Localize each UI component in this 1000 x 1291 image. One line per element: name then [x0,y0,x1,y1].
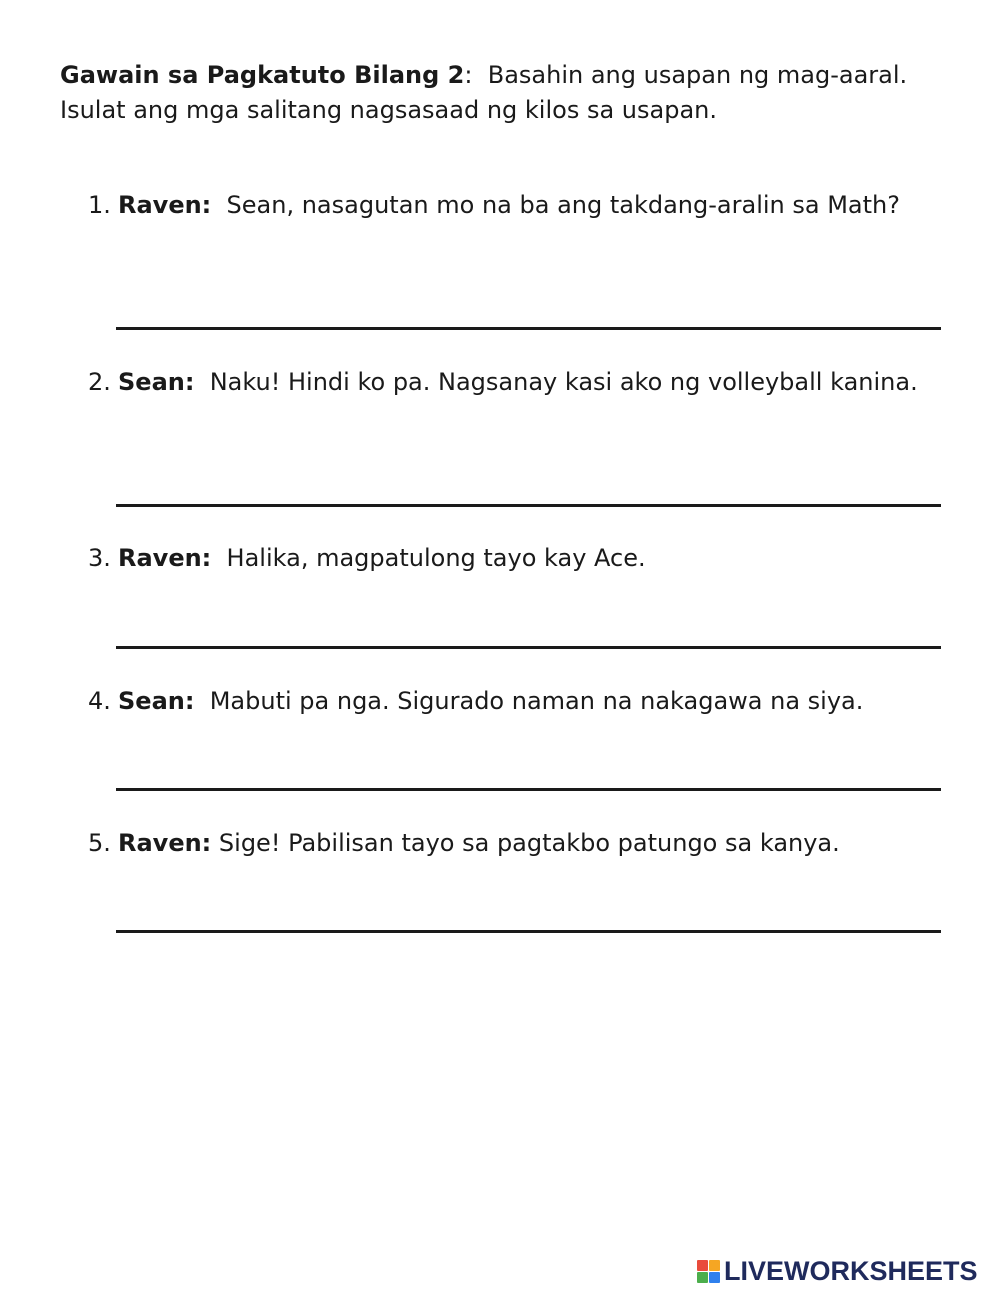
logo-tile-green [697,1272,708,1283]
speaker-name: Raven: [118,544,212,572]
answer-line-3[interactable] [116,646,941,649]
answer-line-1[interactable] [116,327,941,330]
speaker-name: Raven: [118,829,212,857]
speaker-name: Raven: [118,191,212,219]
label-colon: : [464,61,473,89]
liveworksheets-logo [697,1254,978,1288]
dialogue-line: Sean, nasagutan mo na ba ang takdang-aralin sa Math? [226,191,900,219]
speaker-name: Sean: [118,687,195,715]
item-number: 3. [88,544,111,572]
logo-tile-blue [709,1272,720,1283]
answer-line-4[interactable] [116,788,941,791]
instructions-text: Basahin ang usapan ng mag-aaral. Isulat ang mga salitang nagsasaad ng kilos sa usapan. [60,61,908,124]
item-number: 4. [88,687,111,715]
dialogue-line: Naku! Hindi ko pa. Nagsanay kasi ako ng volleyball kanina. [209,368,918,396]
instructions [60,58,960,128]
list-item [88,684,948,718]
answer-line-2[interactable] [116,504,941,507]
answer-line-5[interactable] [116,930,941,933]
speaker-name: Sean: [118,368,195,396]
item-number: 5. [88,829,111,857]
list-item [88,826,948,860]
logo-text: LIVEWORKSHEETS [724,1255,978,1286]
item-number: 2. [88,368,111,396]
list-item [88,365,948,399]
activity-label: Gawain sa Pagkatuto Bilang 2 [60,61,465,89]
list-item [88,188,948,222]
list-item [88,541,948,575]
item-number: 1. [88,191,111,219]
dialogue-line: Sige! Pabilisan tayo sa pagtakbo patungo sa kanya. [218,829,840,857]
logo-tile-red [697,1260,708,1271]
dialogue-line: Mabuti pa nga. Sigurado naman na nakagawa na siya. [209,687,864,715]
logo-icon [697,1260,720,1283]
dialogue-line: Halika, magpatulong tayo kay Ace. [226,544,646,572]
logo-tile-orange [709,1260,720,1271]
